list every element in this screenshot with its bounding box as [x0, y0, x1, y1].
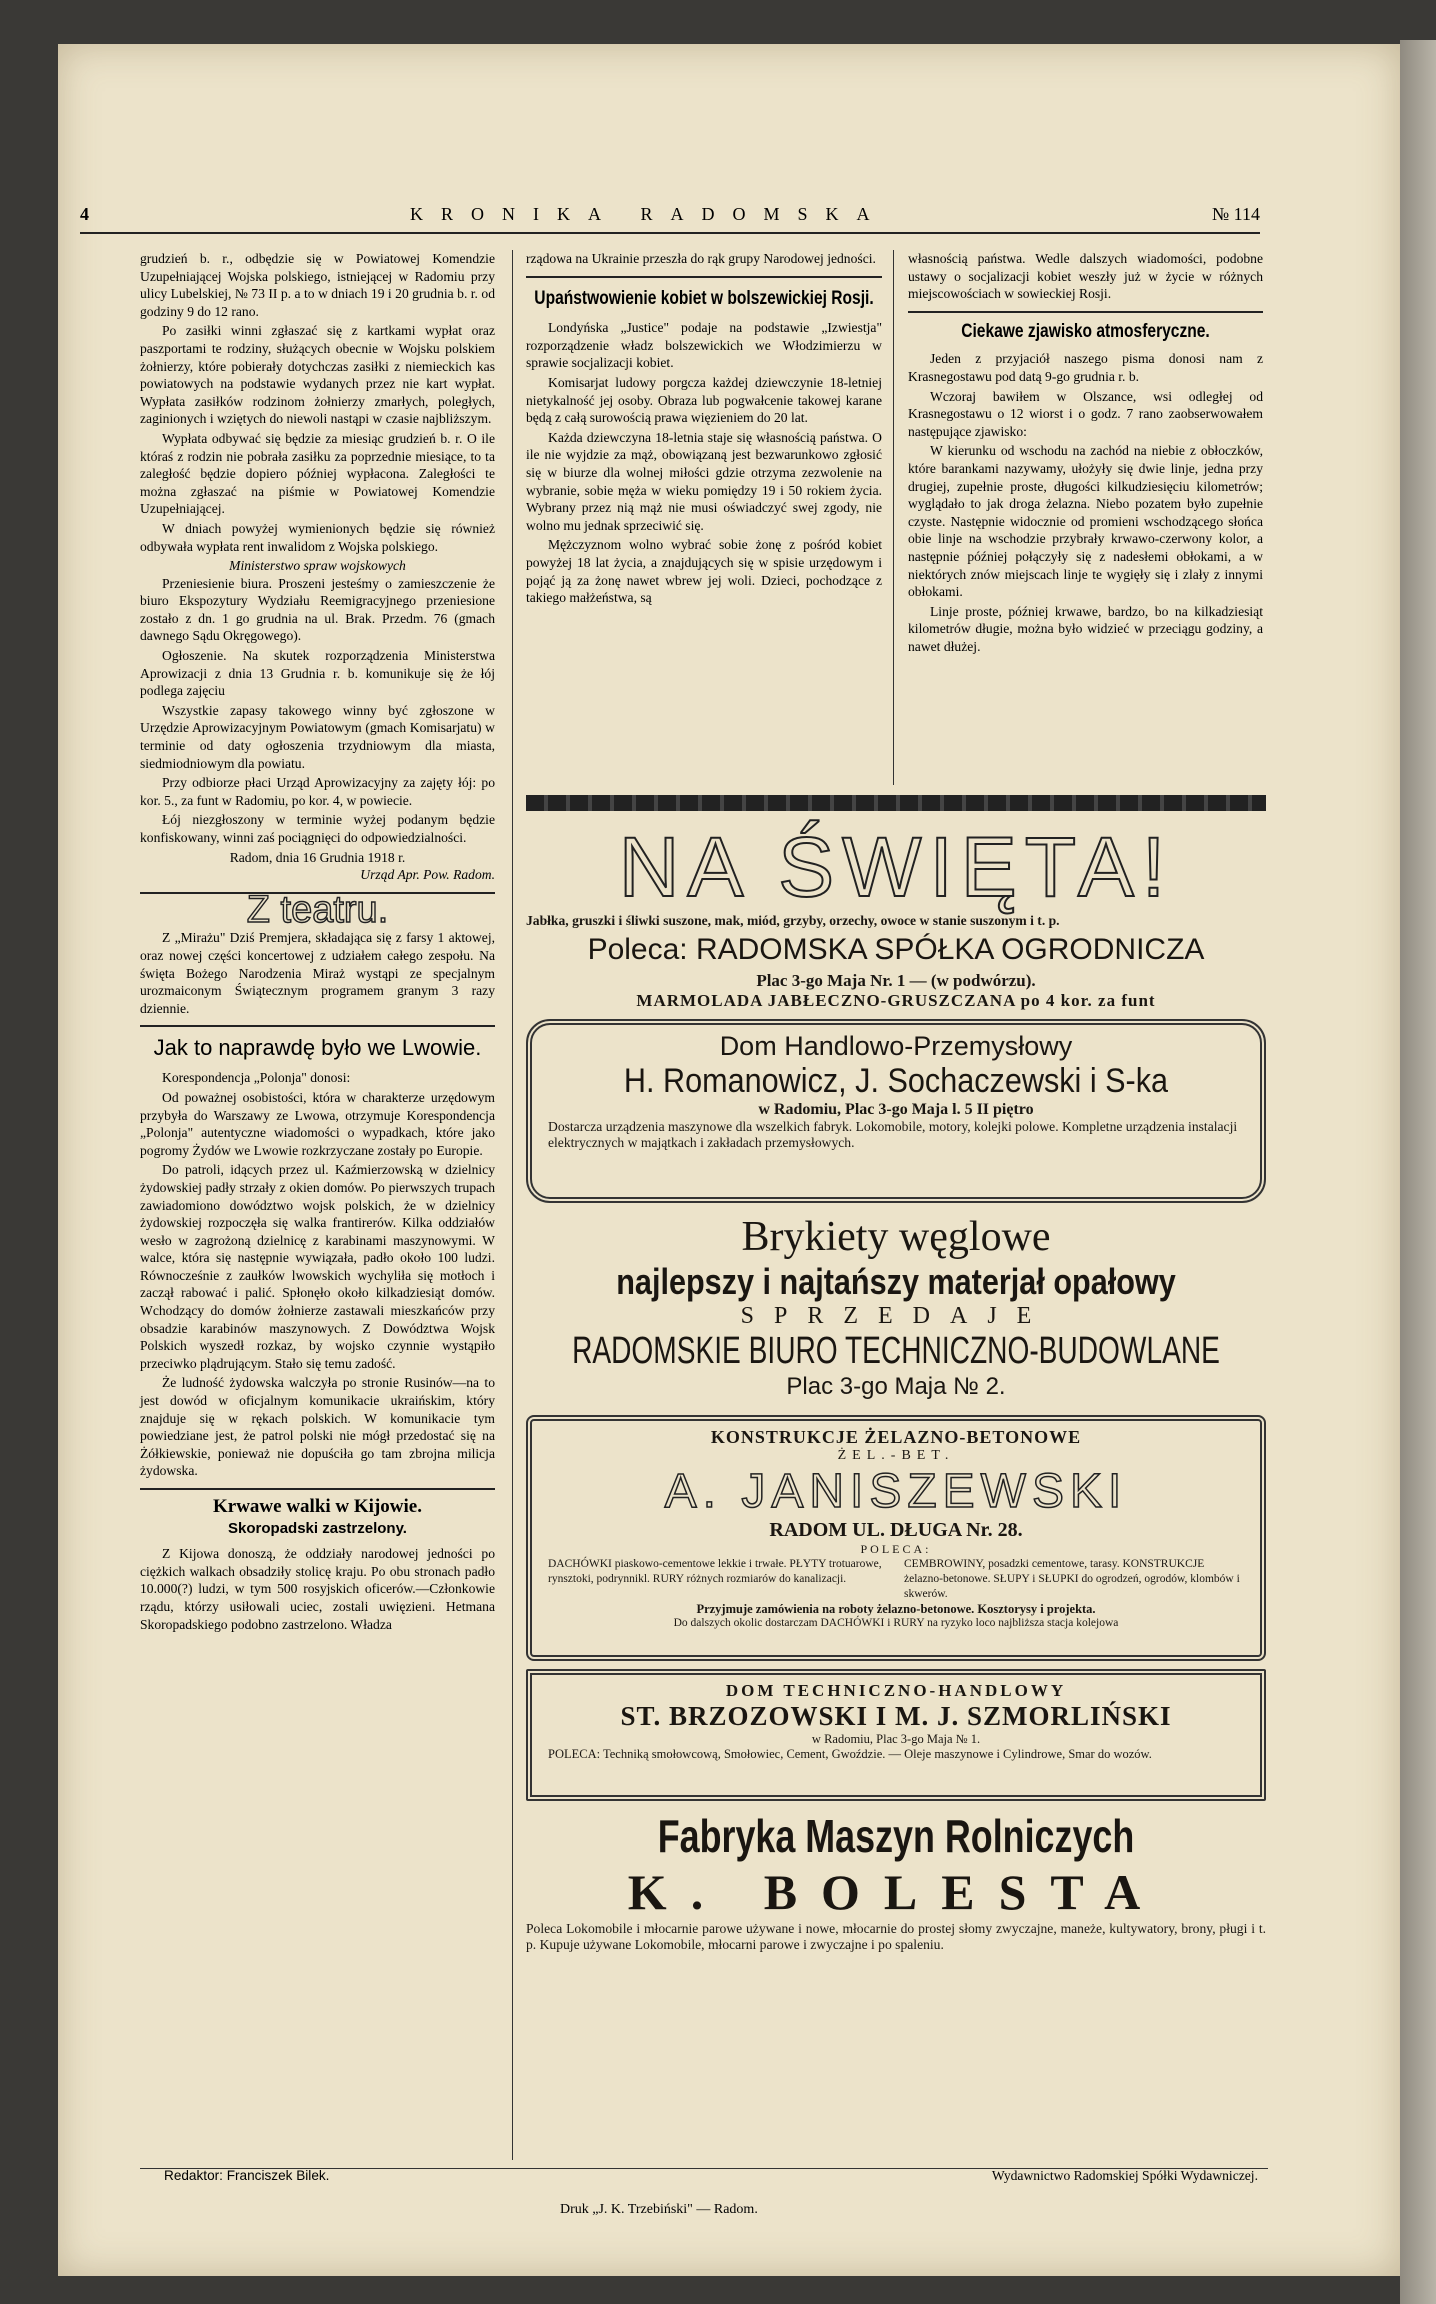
ad-text: RADOMSKIE BIURO TECHNICZNO-BUDOWLANE — [572, 1330, 1220, 1372]
article-text: Wypłata odbywać się będzie za miesiąc grudzień b. r. O ile któraś z rodzin nie pobrała zasiłku za poprzednie miesiące, to ta zaległość będzie dopiero później wypłacona. Zaległości te można zgłaszać na piśmie w Powiatowej Komendzie Uzupełniającej. — [140, 430, 495, 517]
divider — [526, 276, 882, 278]
divider-band — [526, 795, 1266, 811]
ad-text: POLECA: Techniką smołowcową, Smołowiec, Cement, Gwoździe. — Oleje maszynowe i Cylindrowe, Smar do wozów. — [548, 1747, 1152, 1761]
page-footer — [140, 2168, 1268, 2183]
ad-text: Dostarcza urządzenia maszynowe dla wszelkich fabryk. Lokomobile, motory, kolejki polowe. Kompletne urządzenia instalacji elektrycznych w majątkach i zakładach przemysłowych. — [548, 1119, 1238, 1150]
article-text: W kierunku od wschodu na zachód na niebie z obłoczków, które barankami nazywamy, ułożyły się dwie linje, jedna przy drugiej, zupełnie proste, długości kilkudziesięciu kilometrów; wyglądało to jak droga żelazna. Niebo pozatem było zupełnie czyste. Następnie widocznie od promieni wschodzącego słońca obie linje na wschodzie przybrały krwawo-czerwony kolor, a następnie później połączyły się z nadesłemi obłokami, a w niektórych znów miejscach linje te wygięły się i zlały z innymi obłokami. — [908, 443, 1263, 600]
ad-text: ST. BRZOZOWSKI I M. J. SZMORLIŃSKI — [620, 1701, 1172, 1731]
article-text: Z Kijowa donoszą, że oddziały narodowej jedności po ciężkich walkach obsadziły stolicę kraju. Po obu stronach padło 10.000(?) ludzi, w tym 500 rosyjskich oficerów.—Członkowie rządu, którzy usiłowali uciec, zostali uwięzieni. Hetmana Skoropadskiego podobno zastrzelono. Władza — [140, 1546, 495, 1632]
ad-swieta-title: NA ŚWIĘTA! — [618, 820, 1174, 914]
ad-text: DACHÓWKI piaskowo-cementowe lekkie i trwałe. PŁYTY trotuarowe, rynsztoki, podrynnikl. RURY różnych rozmiarów do kanalizacji. — [548, 1558, 882, 1585]
column-2 — [526, 250, 882, 609]
divider — [140, 1488, 495, 1490]
article-text: Od poważnej osobistości, która w charakterze urzędowym przybyła do Warszawy ze Lwowa, otrzymuje Korespondencja „Polonja" autentyczne wiadomości o wypadkach, które jako pogromy Żydów we Lwowie rozkrzyczane zostały po Europie. — [140, 1089, 495, 1158]
article-text: grudzień b. r., odbędzie się w Powiatowej Komendzie Uzupełniającej Wojska polskiego, istniejącej w Radomiu przy ulicy Lubelskiej, № 73 II p. a to w dniach 19 i 20 grudnia b. r. od godziny 9 do 12 rano. — [140, 251, 495, 319]
ad-brykiety-title: Brykiety węglowe — [741, 1214, 1051, 1260]
ad-text: Plac 3-go Maja Nr. 1 — (w podwórzu). — [756, 971, 1036, 990]
ad-text: DOM TECHNICZNO-HANDLOWY — [725, 1681, 1067, 1700]
column-1 — [140, 250, 495, 1635]
editor-line: Redaktor: Franciszek Bilek. — [164, 2168, 330, 2183]
signature: Urząd Apr. Pow. Radom. — [360, 867, 495, 883]
article-text: Korespondencja „Polonja" donosi: — [162, 1070, 351, 1086]
article-text: Linje proste, później krwawe, bardzo, bo na kilkadziesiąt kilometrów długie, można było widzieć w przeciągu godziny, a nawet dłużej. — [908, 603, 1263, 654]
article-text: W dniach powyżej wymienionych będzie się również odbywała wypłata rent inwalidom z Wojska polskiego. — [140, 520, 495, 554]
article-text: Przeniesienie biura. Proszeni jesteśmy o zamieszczenie że biuro Ekspozytury Wydziału Reemigracyjnego przeniesione zostało z dn. 1 go grudnia na ul. Brak. Przedm. 76 (gmach dawnego Sądu Okręgowego). — [140, 575, 495, 644]
section-heading: Upaństwowienie kobiet w bolszewickiej Rosji. — [534, 287, 874, 309]
page-header — [80, 200, 1260, 234]
ad-text: A. JANISZEWSKI — [664, 1465, 1128, 1518]
article-text: własnością państwa. Wedle dalszych wiadomości, podobne ustawy o socjalizacji kobiet weszły już w życie w różnych miejscowościach w sowieckiej Rosji. — [908, 251, 1263, 302]
ad-text: w Radomiu, Plac 3-go Maja № 1. — [811, 1732, 981, 1746]
ad-text: Do dalszych okolic dostarczam DACHÓWKI i RURY na ryzyko loco najbliższa stacja kolejowa — [673, 1617, 1119, 1629]
ad-text: K. BOLESTA — [627, 1864, 1165, 1920]
article-text: Wszystkie zapasy takowego winny być zgłoszone w Urzędzie Aprowizacyjnym Powiatowym (gmach Komisarjatu) w terminie od daty ogłoszenia trzydniowym dla miasta, siedmiodniowym dla powiatu. — [140, 702, 495, 771]
masthead-title: KRONIKA RADOMSKA — [410, 204, 888, 224]
ad-text: ŻEL.-BET. — [837, 1448, 955, 1463]
issue-number: № 114 — [1211, 204, 1260, 224]
ad-text: KONSTRUKCJE ŻELAZNO-BETONOWE — [710, 1427, 1082, 1447]
ad-brzozowski — [526, 1669, 1266, 1801]
section-heading: Ciekawe zjawisko atmosferyczne. — [961, 320, 1210, 342]
article-text: Z „Mirażu" Dziś Premjera, składająca się z farsy 1 aktowej, oraz nowej części koncertowej z udziałem całego zespołu. Na święta Bożego Narodzenia Miraż wystąpi ze specjalnym urozmaiconym Świątecznym programem granym 3 razy dziennie. — [140, 930, 495, 1016]
ad-text: SPRZEDAJE — [740, 1303, 1052, 1329]
article-text: rządowa na Ukrainie przeszła do rąk grupy Narodowej jedności. — [526, 251, 876, 266]
page-number: 4 — [80, 204, 89, 224]
ad-text: CEMBROWINY, posadzki cementowe, tarasy. KONSTRUKCJE żelazno-betonowe. SŁUPY i SŁUPKI do ogrodzeń, ogrodów, klombów i skwerów. — [904, 1558, 1240, 1600]
ad-text: POLECA: — [860, 1542, 932, 1556]
column-3 — [908, 250, 1263, 657]
section-subheading: Skoropadski zastrzelony. — [228, 1519, 407, 1537]
ad-text: Przyjmuje zamówienia na roboty żelazno-betonowe. Kosztorysy i projekta. — [696, 1602, 1096, 1616]
article-text: Po zasiłki winni zgłaszać się z kartkami wypłat oraz paszportami te rodziny, służących obecnie w Wojsku polskiem żołnierzy, które pobierały dotychczas zasiłki z niemieckich kas powiatowych na podstawie wydanych przez nie kart wypłat. Wypłata zasiłków rodzinom żołnierzy zmarłych, poległych, zaginionych i wziętych do niewoli nastąpi w czasie najbliższym. — [140, 323, 495, 427]
ad-text: Plac 3-go Maja № 2. — [786, 1373, 1006, 1400]
ad-text: H. Romanowicz, J. Sochaczewski i S-ka — [623, 1062, 1169, 1100]
ad-text: najlepszy i najtańszy materjał opałowy — [616, 1261, 1176, 1302]
article-text: Że ludność żydowska walczyła po stronie Rusinów—na to jest dowód w oficjalnym komunikacie ukraińskim, który znajduje się w rękach polskich. W komunikacie tym powiedziane jest, że patrol polski nie mógł przedostać się na Żółkiewskie, ponieważ nie dopuściła go tam zbrojna milicja żydowska. — [140, 1375, 495, 1479]
section-heading: Z teatru. — [246, 888, 389, 931]
ad-text: w Radomiu, Plac 3-go Maja l. 5 II piętro — [758, 1101, 1034, 1118]
section-heading: Krwawe walki w Kijowie. — [213, 1496, 422, 1517]
ad-janiszewski — [526, 1415, 1266, 1661]
article-text: Łój niezgłoszony w terminie wyżej podanym będzie konfiskowany, winni zaś pociągnięci do odpowiedzialności. — [140, 812, 495, 845]
divider — [908, 311, 1263, 313]
ad-text: Dom Handlowo-Przemysłowy — [719, 1031, 1073, 1061]
article-text: Przy odbiorze płaci Urząd Aprowizacyjny za zajęty łój: po kor. 5., za funt w Radomiu, po kor. 4, w powiecie. — [140, 775, 495, 808]
dateline: Radom, dnia 16 Grudnia 1918 r. — [229, 849, 406, 865]
ad-text: RADOM UL. DŁUGA Nr. 28. — [769, 1519, 1023, 1541]
article-text: Każda dziewczyna 18-letnia staje się własnością państwa. O ile nie wyjdzie za mąż, obowiązaną jest bezwarunkowo zgłosić się w biurze dla wolnej miłości gdzie otrzyma zezwolenie na wybranie, sobie męża w wieku pomiędzy 19 i 50 rokiem życia. Wybrany przez nią mąż nie musi oświadczyć swej zgody, nie wolno mu jednak sprzeciwić się. — [526, 429, 882, 533]
article-text: Do patroli, idących przez ul. Kaźmierzowską w dzielnicy żydowskiej padły strzały z okien domów. Po pierwszych trupach zawiadomiono dowództwo wojsk polskich, że w dzielnicy żydowskiej rozpoczęła się walka frantirerów. Kilka oddziałów wesło w zagrożoną dzielnicę z karabinami maszynowymi. W walce, która się następnie wywiązała, padło około 100 ludzi. Równocześnie z zaułków lwowskich wychyliła się motłoch i zaczął rabować i palić. Spłonęło około kilkadziesiąt domów. Wchodzący do domów żołnierze zastawali mieszkańców przy obsadzie karabinów maszynowych. Z Dowództwa Wojsk Polskich wyszedł rozkaz, by wojsko czynnie wystąpiło przeciwko plądrującym. Stało się temu zadość. — [140, 1162, 495, 1371]
article-text: Komisarjat ludowy porgcza każdej dziewczynie 18-letniej nietykalność jej osoby. Obraza lub pogwałcenie takowej karane będą z całą surowością prawa więzieniem do 20 lat. — [526, 374, 882, 426]
page-edge-shadow — [1400, 40, 1436, 2304]
column-rule — [893, 250, 894, 785]
article-text: Londyńska „Justice" podaje na podstawie „Izwiestja" rozporządzenie władz bolszewickich we Włodzimierzu w sprawie socjalizacji kobiet. — [526, 320, 882, 371]
article-text: Ogłoszenie. Na skutek rozporządzenia Ministerstwa Aprowizacji z dnia 13 Grudnia r. b. komunikuje się że łój podlega zajęciu — [140, 648, 495, 699]
ad-text: MARMOLADA JABŁECZNO-GRUSZCZANA po 4 kor. za funt — [636, 991, 1156, 1010]
ad-bolesta-title: Fabryka Maszyn Rolniczych — [657, 1810, 1135, 1862]
ad-product-lists — [548, 1557, 1244, 1602]
article-text: Jeden z przyjaciół naszego pisma donosi nam z Krasnegostawu pod datą 9-go grudnia r. b. — [908, 351, 1263, 384]
advertisements — [526, 795, 1266, 1953]
ad-dom-handlowy — [526, 1019, 1266, 1203]
article-text: Wczoraj bawiłem w Olszance, wsi odległej od Krasnegostawu o 12 wiorst i o godz. 7 rano zaobserwowałem następujące zjawisko: — [908, 388, 1263, 439]
signature: Ministerstwo spraw wojskowych — [229, 558, 406, 574]
publisher-line: Wydawnictwo Radomskiej Spółki Wydawniczej. — [991, 2168, 1258, 2183]
printer-line: Druk „J. K. Trzebiński" — Radom. — [560, 2202, 758, 2217]
section-heading: Jak to naprawdę było we Lwowie. — [153, 1035, 482, 1061]
ad-text: Poleca: RADOMSKA SPÓŁKA OGRODNICZA — [587, 933, 1205, 966]
article-text: Mężczyznom wolno wybrać sobie żonę z pośród kobiet powyżej 18 lat życia, a znajdujących się w spisie urzędowym i pojąć ją za żonę nawet wbrew jej woli. Dzieci, pochodzące z takiego małżeństwa, są — [526, 537, 882, 606]
column-rule — [512, 250, 513, 2160]
divider — [140, 1025, 495, 1027]
ad-text: Poleca Lokomobile i młocarnie parowe używane i nowe, młocarnie do prostej słomy zwyczajne, maneże, kultywatory, brony, pługi i t. p. Kupuje używane Lokomobile, młocarni parowe i zwyczajne i po spaleniu. — [526, 1921, 1266, 1952]
ad-text: Jabłka, gruszki i śliwki suszone, mak, miód, grzyby, orzechy, owoce w stanie suszonym i t. p. — [526, 913, 1060, 928]
